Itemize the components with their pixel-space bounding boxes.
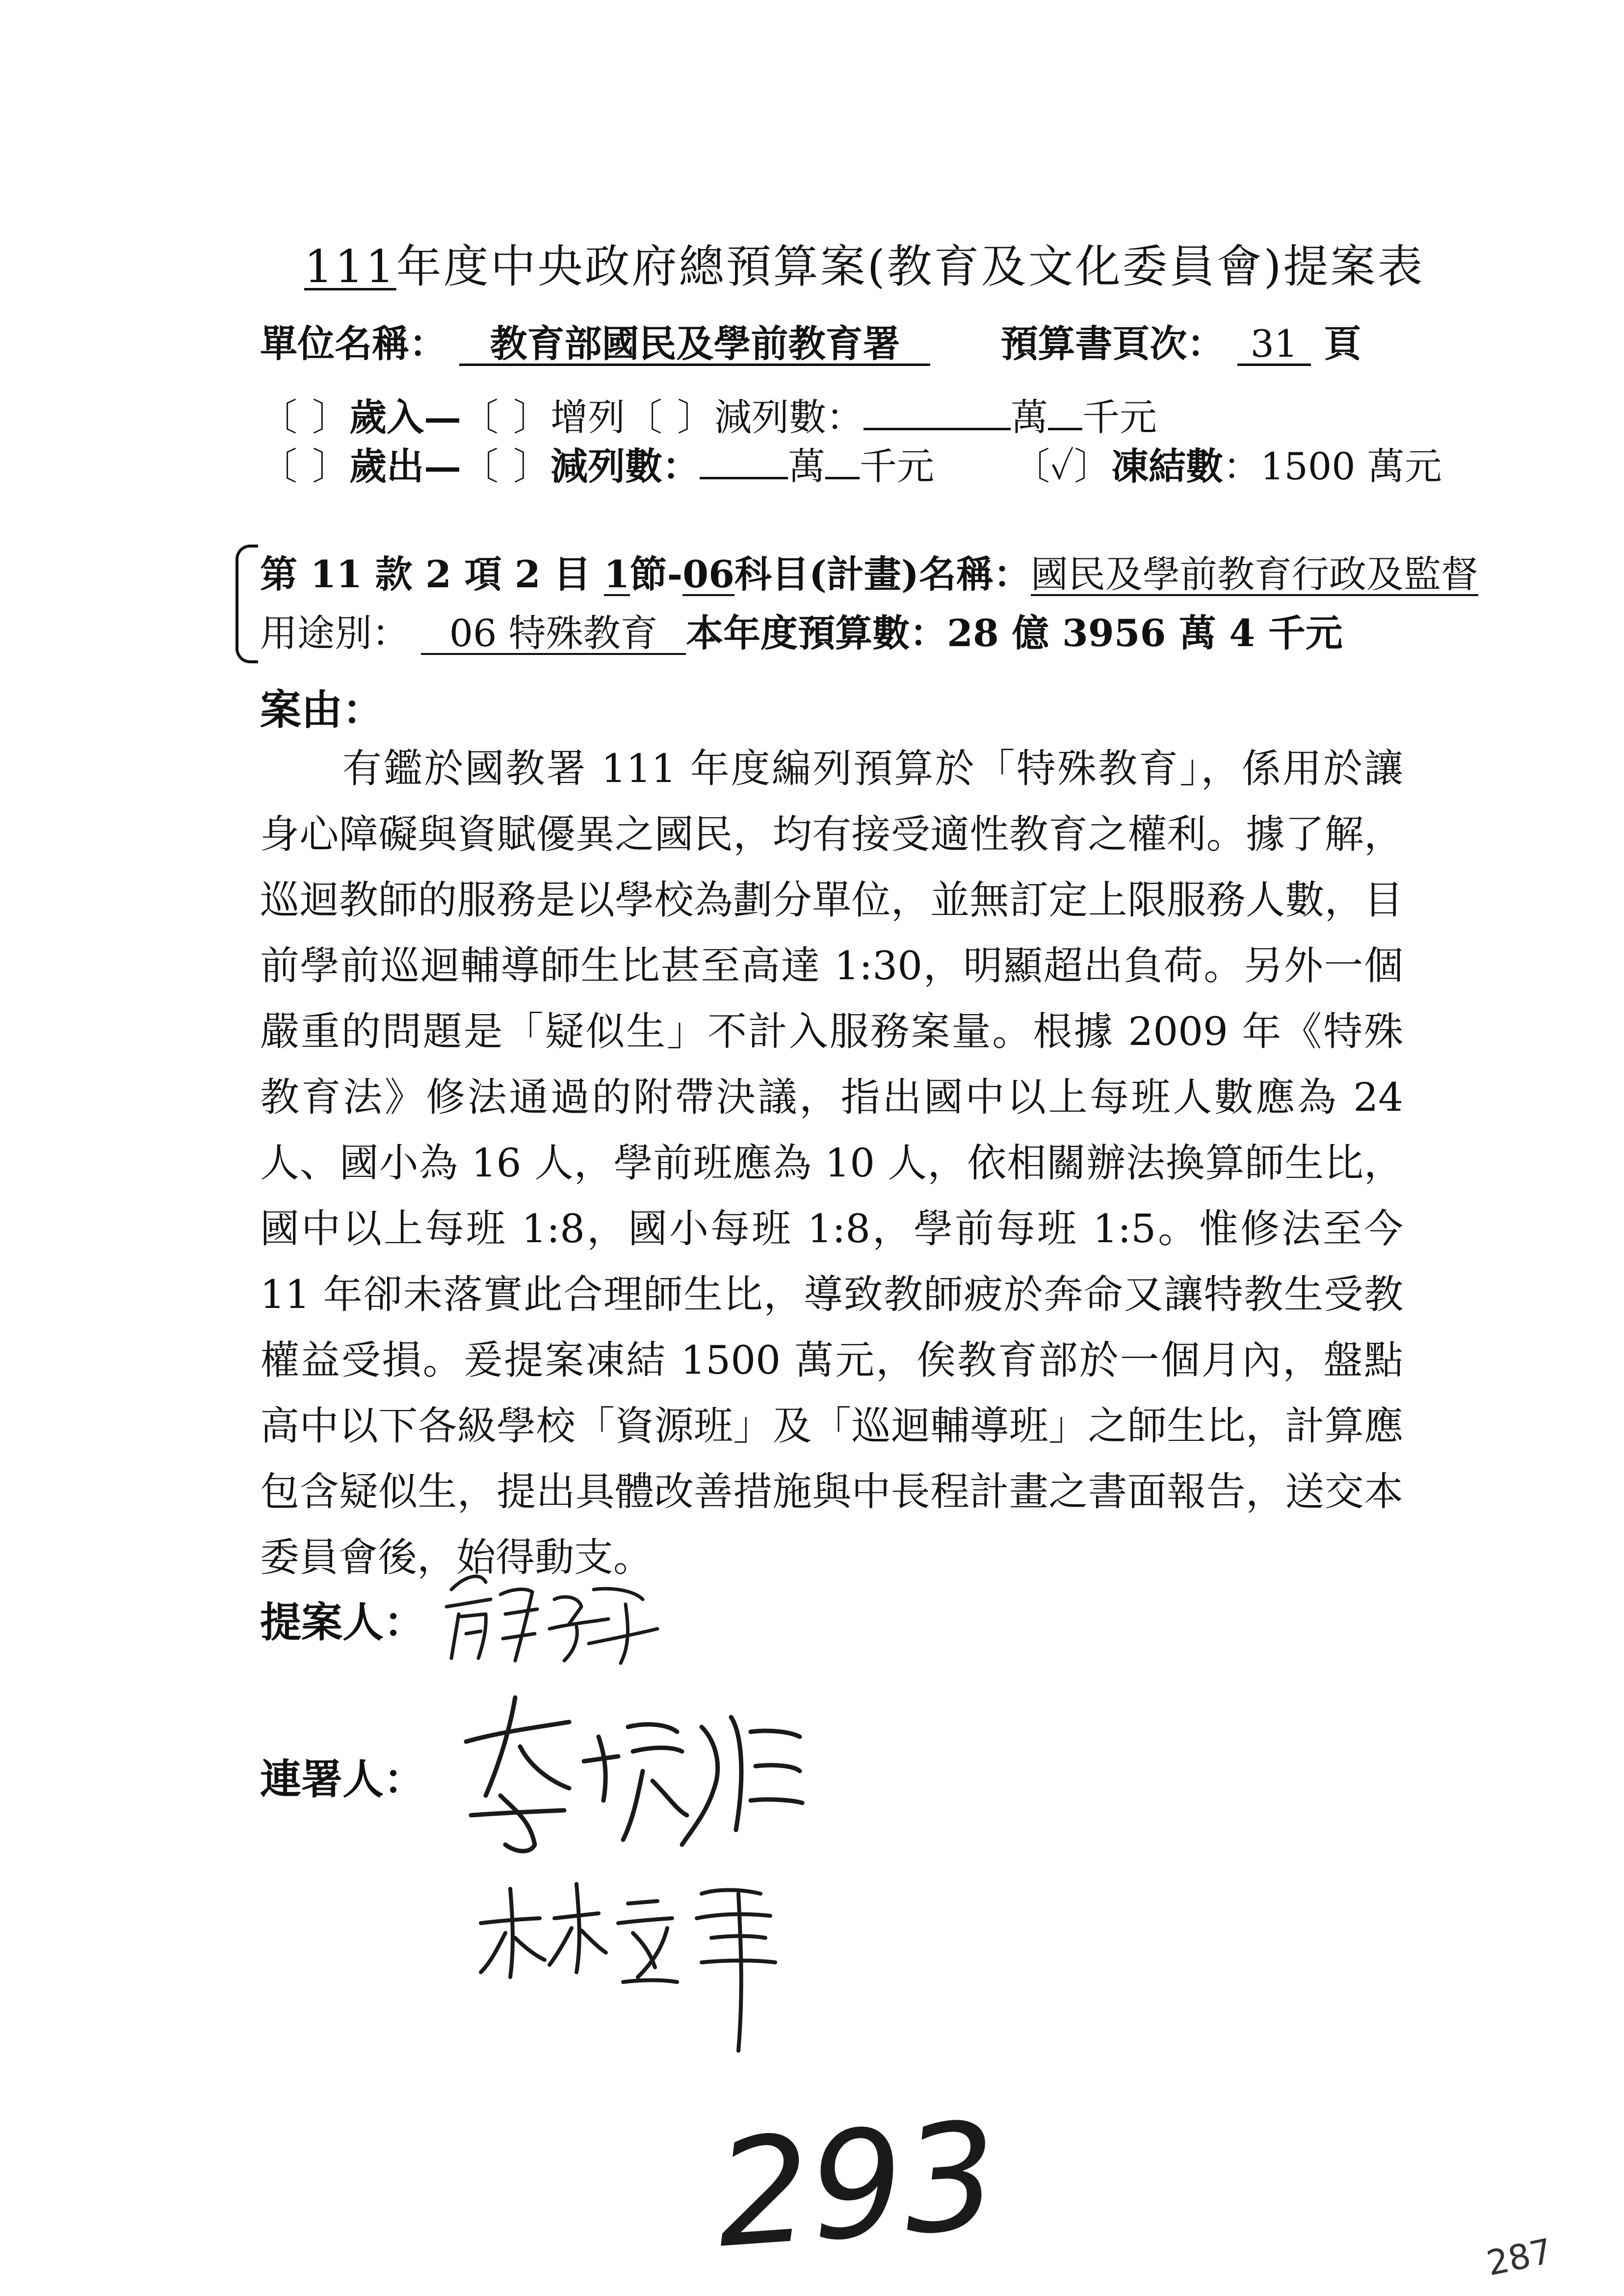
unit-row [260,314,1361,367]
cosigner-signature-2-text [471,1874,472,1875]
section-bracket [236,545,258,663]
title-text: 年度中央政府總預算案(教育及文化委員會)提案表 [396,240,1425,293]
usage-label: 用途別： [260,611,409,655]
revenue-add-box-right: 〕 [513,395,550,439]
expense-amount-blank [700,443,788,479]
cosigner-signature-2-icon [471,1874,785,2061]
case-heading: 案由： [260,685,384,734]
page-number-small: 287 [1483,2231,1556,2284]
revenue-checkbox-right: 〕 [312,395,349,439]
revenue-checkbox-left: 〔 [260,395,297,439]
revenue-qian-blank [1048,393,1082,430]
revenue-amount-blank [864,393,1011,430]
freeze-checkbox-right: 〕 [1074,444,1112,488]
expense-wan: 萬 [788,444,825,488]
section-ke-label: 科目(計畫)名稱： [734,552,1031,596]
cosigner-label: 連署人： [260,1755,425,1803]
proposer-label: 提案人： [260,1598,425,1646]
expense-cut-box-right: 〕 [513,444,550,488]
section-jie-label: 節- [629,552,683,596]
cosigner-signature-1 [456,1683,810,1869]
budget-page-label: 預算書頁次： [1000,322,1225,365]
freeze-value: ：1500 萬元 [1223,444,1442,488]
section-row [260,545,1478,598]
budget-page-unit: 頁 [1324,322,1362,365]
expense-row [260,437,1442,490]
case-body: 有鑑於國教署 111 年度編列預算於「特殊教育」，係用於讓身心障礙與資賦優異之國民，均有接受適性教育之權利。據了解，巡迴教師的服務是以學校為劃分單位，並無訂定上限服務人數，目前學前巡迴輔導師生比甚至高達 1:30，明顯超出負荷。另外一個嚴重的問題是「疑似生」不計入服務案量。根據 2009 年《特殊教育法》修法通過的附帶決議，指出國中以上每班人數應為 24 人、國小為 16 人，學前班應為 10 人，依相關辦法換算師生比，國中以上每班 1:8，國小每班 1:8，學前每班 1:5。惟修法至今 11 年卻未落實此合理師生比，導致教師疲於奔命又讓特教生受教權益受損。爰提案凍結 1500 萬元，俟教育部於一個月內，盤點高中以下各級學校「資源班」及「巡迴輔導班」之師生比，計算應包含疑似生，提出具體改善措施與中長程計畫之書面報告，送交本委員會後，始得動支。 [260,746,1403,1580]
freeze-checkbox-left: 〔 [1013,444,1050,488]
revenue-cut-label: 減列數： [714,395,864,439]
proposer-signature-text [432,1560,433,1561]
revenue-cut-box-left: 〔 [625,395,662,439]
page-number-handwritten: 293 [710,2090,1003,2281]
title-year: 111 [304,240,396,293]
revenue-row [260,388,1157,441]
revenue-add-label: 增列 [550,395,625,439]
revenue-cut-box-right: 〕 [677,395,714,439]
section-ke: 06 [682,552,734,596]
expense-checkbox-right: 〕 [312,444,349,488]
expense-cut-label: 減列數： [550,444,700,488]
expense-qian-blank [825,443,860,479]
revenue-wan: 萬 [1011,395,1048,439]
page-title [304,231,1424,295]
expense-cut-box-left: 〔 [461,444,498,488]
expense-label: 歲出— [349,444,461,488]
proposer-signature-icon [432,1560,667,1678]
proposer-signature [432,1560,667,1678]
budget-value: 28 億 3956 萬 4 千元 [947,611,1343,655]
unit-name: 教育部國民及學前教育署 [459,324,930,366]
freeze-checkmark-icon: ✓ [1050,444,1074,488]
expense-checkbox-left: 〔 [260,444,297,488]
section-name: 國民及學前教育行政及監督 [1030,552,1478,596]
section-jie: 1 [603,552,630,596]
budget-page-value: 31 [1237,324,1311,366]
cosigner-signature-1-icon [456,1683,810,1869]
budget-label: 本年度預算數： [686,611,947,655]
freeze-label: 凍結數 [1111,444,1224,488]
section-prefix: 第 11 款 2 項 2 目 [260,552,591,596]
cosigner-signature-2 [471,1874,785,2061]
usage-row [260,603,1343,657]
usage-value: 06 特殊教育 [421,614,686,655]
revenue-qian: 千元 [1082,395,1157,439]
unit-label: 單位名稱： [260,322,446,365]
expense-qian: 千元 [860,444,934,488]
revenue-add-box-left: 〔 [461,395,498,439]
revenue-label: 歲入— [349,395,461,439]
